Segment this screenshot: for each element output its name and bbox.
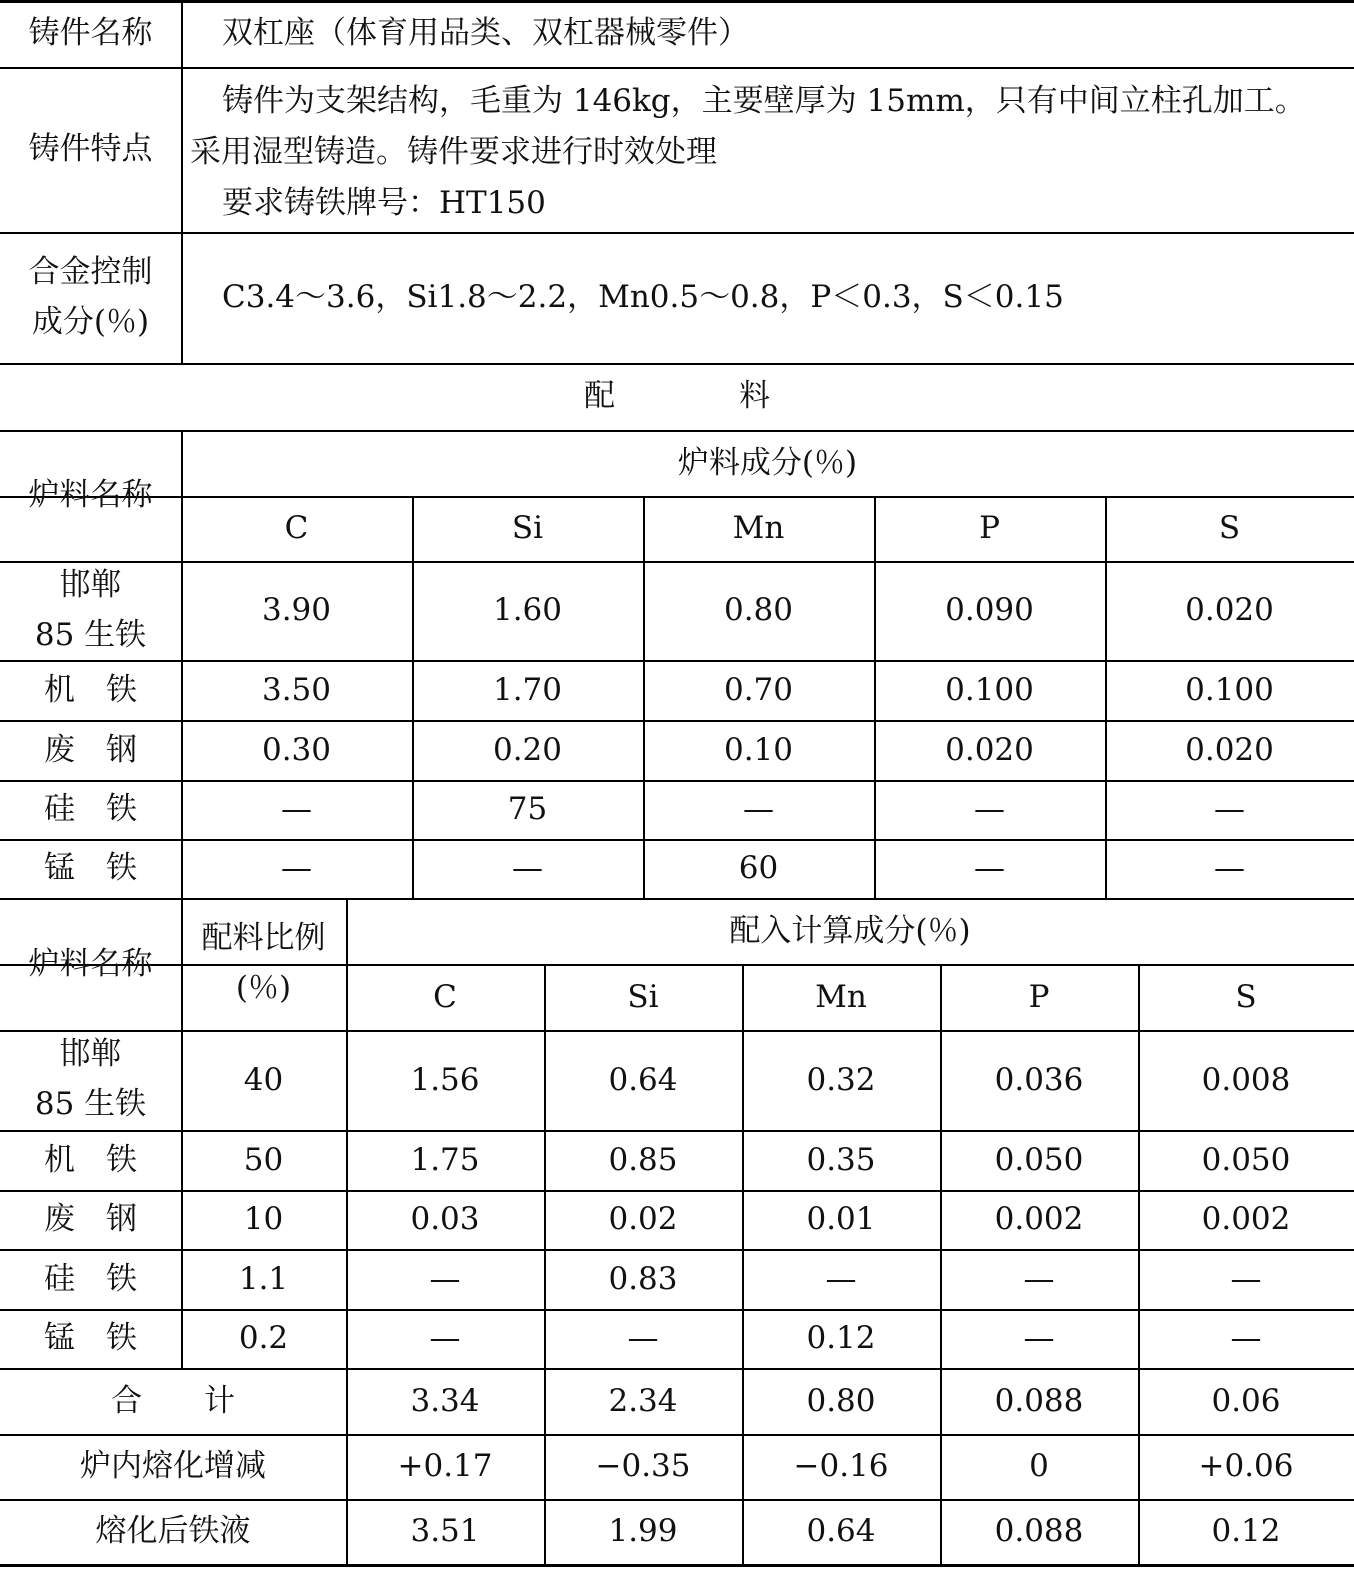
material-name: 废 钢	[44, 1201, 137, 1238]
table-cell: —	[627, 1320, 659, 1357]
table-cell: —	[429, 1320, 461, 1357]
table-cell: 0.20	[492, 731, 563, 768]
casting-name-value: 双杠座（体育用品类、双杠器械零件）	[222, 15, 749, 52]
table-cell: 0.06	[1211, 1382, 1281, 1419]
ratio-header	[181, 898, 346, 1030]
column-header: S	[1218, 510, 1241, 547]
column-header: C	[433, 978, 457, 1015]
table-cell: 0.32	[806, 1061, 876, 1098]
table-cell: 3.51	[410, 1513, 480, 1550]
material-name: 硅 铁	[44, 791, 137, 828]
table-cell: —	[825, 1260, 857, 1297]
calc-name-header: 炉料名称	[28, 945, 153, 982]
ratio-cell: 10	[243, 1201, 284, 1238]
column-header: P	[979, 510, 1000, 547]
table-cell: 2.34	[608, 1382, 678, 1419]
summary-label: 炉内熔化增减	[80, 1448, 266, 1485]
table-cell: —	[974, 791, 1005, 828]
ratio-cell: 50	[243, 1141, 284, 1178]
material-name: 机 铁	[44, 671, 137, 708]
table-cell: 0.050	[994, 1141, 1084, 1178]
table-cell: 0.020	[945, 731, 1034, 768]
cell-text-line: 85 生铁	[34, 616, 147, 653]
casting-feature-line: 采用湿型铸造。铸件要求进行时效处理	[190, 134, 717, 170]
cell-text-line: 邯郸	[59, 1036, 122, 1073]
table-cell: 0.088	[994, 1513, 1084, 1550]
alloy-control-value: C3.4～3.6，Si1.8～2.2，Mn0.5～0.8，P＜0.3，S＜0.15	[222, 279, 1064, 316]
material-name: 硅 铁	[44, 1260, 137, 1297]
material-name	[0, 1030, 181, 1130]
cell-text-line: 配料比例	[201, 920, 326, 957]
table-cell: 0.35	[806, 1141, 876, 1178]
table-cell: 1.60	[492, 592, 563, 629]
ratio-cell: 0.2	[238, 1320, 289, 1357]
table-cell: 0.80	[806, 1382, 876, 1419]
table-cell: —	[974, 850, 1005, 887]
column-header: P	[1028, 978, 1050, 1015]
table-cell: 1.56	[410, 1061, 480, 1098]
table-cell: −0.35	[595, 1448, 691, 1485]
cell-text-line: 合金控制	[28, 253, 153, 290]
table-cell: 1.70	[492, 671, 563, 708]
table-cell: 0.03	[410, 1201, 480, 1238]
summary-label: 熔化后铁液	[95, 1513, 251, 1550]
table-cell: 60	[738, 850, 779, 887]
cell-text-line: 成分(％)	[31, 303, 150, 340]
charge-composition-header: 炉料成分(％)	[677, 444, 858, 481]
material-name: 废 钢	[44, 731, 137, 768]
table-cell: 0.088	[994, 1382, 1084, 1419]
ratio-cell: 40	[243, 1061, 284, 1098]
table-cell: —	[1214, 791, 1245, 828]
table-cell: 0.100	[945, 671, 1034, 708]
table-cell: 0.002	[1201, 1201, 1291, 1238]
table-cell: 3.90	[261, 592, 332, 629]
table-cell: +0.06	[1198, 1448, 1294, 1485]
material-name	[0, 561, 181, 660]
alloy-control-label	[0, 232, 181, 363]
summary-label: 合 计	[111, 1382, 235, 1419]
column-header: Mn	[732, 510, 785, 547]
column-header: Mn	[815, 978, 867, 1015]
table-cell: 0.036	[994, 1061, 1084, 1098]
table-cell: 0.10	[723, 731, 794, 768]
table-cell: —	[1023, 1260, 1055, 1297]
casting-feature-line: 要求铸铁牌号：HT150	[222, 185, 546, 221]
table-cell: 0.12	[806, 1320, 876, 1357]
material-name: 机 铁	[44, 1141, 137, 1178]
table-cell: —	[1230, 1320, 1262, 1357]
casting-feature-line: 铸件为支架结构，毛重为 146kg，主要壁厚为 15mm，只有中间立柱孔加工。	[222, 83, 1306, 119]
table-cell: —	[1023, 1320, 1055, 1357]
section-title: 配 料	[584, 378, 770, 415]
column-header: C	[284, 510, 309, 547]
material-name: 锰 铁	[44, 1320, 137, 1357]
cell-text-line: 邯郸	[59, 566, 122, 603]
table-cell: 0.100	[1185, 671, 1274, 708]
table-cell: +0.17	[397, 1448, 493, 1485]
table-cell: 3.50	[261, 671, 332, 708]
table-cell: 0.01	[806, 1201, 876, 1238]
table-cell: —	[512, 850, 543, 887]
table-cell: —	[281, 850, 312, 887]
cell-text-line: 85 生铁	[34, 1086, 147, 1122]
table-cell: 0.050	[1201, 1141, 1291, 1178]
column-header: Si	[627, 978, 659, 1015]
charge-name-header: 炉料名称	[28, 477, 153, 514]
column-divider	[181, 0, 183, 363]
table-cell: 3.34	[410, 1382, 480, 1419]
calc-composition-header: 配入计算成分(％)	[729, 912, 971, 949]
table-cell: —	[429, 1260, 461, 1297]
table-cell: 1.75	[410, 1141, 480, 1178]
table-cell: 0.008	[1201, 1061, 1291, 1098]
column-header: Si	[511, 510, 544, 547]
material-name: 锰 铁	[44, 850, 137, 887]
table-cell: 75	[507, 791, 548, 828]
table-cell: 0.70	[723, 671, 794, 708]
row-divider	[0, 67, 1354, 69]
table-cell: −0.16	[793, 1448, 889, 1485]
table-cell: 0.85	[608, 1141, 678, 1178]
table-cell: 0.002	[994, 1201, 1084, 1238]
table-cell: 0.020	[1185, 731, 1274, 768]
ratio-cell: 1.1	[238, 1260, 289, 1297]
table-cell: 0.80	[723, 592, 794, 629]
table-cell: 0.30	[261, 731, 332, 768]
table-cell: 0	[1029, 1448, 1049, 1485]
column-header: S	[1235, 978, 1257, 1015]
table-cell: 0.090	[945, 592, 1034, 629]
table-cell: —	[1214, 850, 1245, 887]
row-divider	[0, 1564, 1354, 1567]
table-cell: 0.12	[1211, 1513, 1281, 1550]
table-cell: 0.02	[608, 1201, 678, 1238]
table-cell: 0.020	[1185, 592, 1274, 629]
casting-feature-label: 铸件特点	[28, 131, 153, 168]
cell-text-line: (％)	[235, 970, 292, 1006]
table-cell: —	[281, 791, 312, 828]
table-cell: —	[743, 791, 774, 828]
table-cell: 0.83	[608, 1260, 678, 1297]
table-cell: 0.64	[806, 1513, 876, 1550]
casting-name-label: 铸件名称	[28, 15, 153, 52]
table-cell: —	[1230, 1260, 1262, 1297]
table-cell: 1.99	[608, 1513, 678, 1550]
table-cell: 0.64	[608, 1061, 678, 1098]
